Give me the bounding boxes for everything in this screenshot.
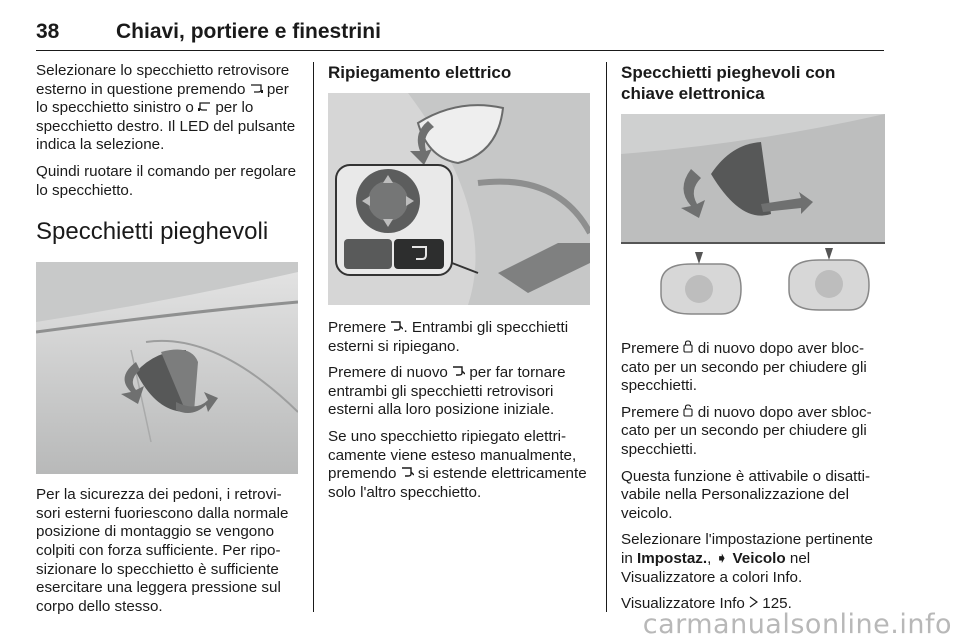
key-fob-mirror-illustration: [621, 114, 885, 326]
section-heading: Specchietti pieghevoli: [36, 218, 269, 246]
menu-path-arrow-icon: ➧: [715, 549, 729, 567]
paragraph: Premere di nuovo dopo aver bloccato per un secondo per chiudere gli specchietti.: [621, 340, 867, 395]
column-1: [36, 62, 300, 624]
paragraph: Selezionare l'impostazione pertinente in Impostaz., ➧ Veicolo nel Visualizzatore a colori Info.: [621, 531, 873, 586]
column-divider-1: [313, 62, 314, 612]
mirror-switch-illustration: [328, 93, 590, 305]
paragraph: Se uno specchietto ripiegato elettricamente viene esteso manualmente, premendo si estende elettricamente solo l'altro specchietto.: [328, 427, 587, 501]
menu-path-settings: Impostaz.: [637, 549, 708, 567]
paragraph: Selezionare lo specchietto retrovisore esterno in questione premendo per lo specchietto sinistro o per lo specchietto destro. Il LED del pulsante indica la selezione.: [36, 62, 296, 154]
paragraph: Premere . Entrambi gli specchietti esterni si ripiegano.: [328, 319, 569, 355]
mirror-breakaway-illustration: [36, 262, 298, 474]
paragraph: Questa funzione è attivabile o disattivabile nella Personalizzazione del veicolo.: [621, 467, 871, 522]
section-heading: Specchietti pieghevoli con chiave elettronica: [621, 63, 836, 103]
menu-path-vehicle: Veicolo: [728, 549, 786, 567]
page-number: 38: [36, 20, 60, 43]
mirror-fold-icon: [401, 466, 414, 480]
page-header: [36, 20, 884, 48]
column-divider-2: [606, 62, 607, 612]
paragraph: Per la sicurezza dei pedoni, i retrovisori esterni fuoriescono dalla normale posizione di montaggio se vengono colpiti con forza sufficiente. Per riposizionare lo specchietto è sufficiente esercitare una leggera pressione sul corpo dello stesso.: [36, 486, 289, 615]
paragraph: Premere di nuovo per far tornare entrambi gli specchietti retrovisori esterni alla loro posizione iniziale.: [328, 364, 566, 419]
mirror-fold-icon: [390, 320, 403, 334]
watermark: carmanualsonline.info: [642, 609, 952, 640]
header-divider: [36, 50, 884, 51]
column-2: [328, 62, 592, 510]
mirror-right-icon: [198, 101, 211, 114]
paragraph: Premere di nuovo dopo aver sbloccato per un secondo per chiudere gli specchietti.: [621, 403, 872, 458]
section-heading: Ripiegamento elettrico: [328, 63, 512, 82]
paragraph: Visualizzatore Info 125.: [621, 595, 792, 613]
unlock-icon: [683, 404, 693, 419]
paragraph: Quindi ruotare il comando per regolare lo specchietto.: [36, 162, 297, 199]
lock-icon: [683, 340, 693, 355]
mirror-fold-icon: [452, 365, 465, 379]
mirror-left-icon: [250, 83, 263, 96]
chapter-title: Chiavi, portiere e finestrini: [116, 20, 381, 43]
column-3: [621, 62, 887, 622]
